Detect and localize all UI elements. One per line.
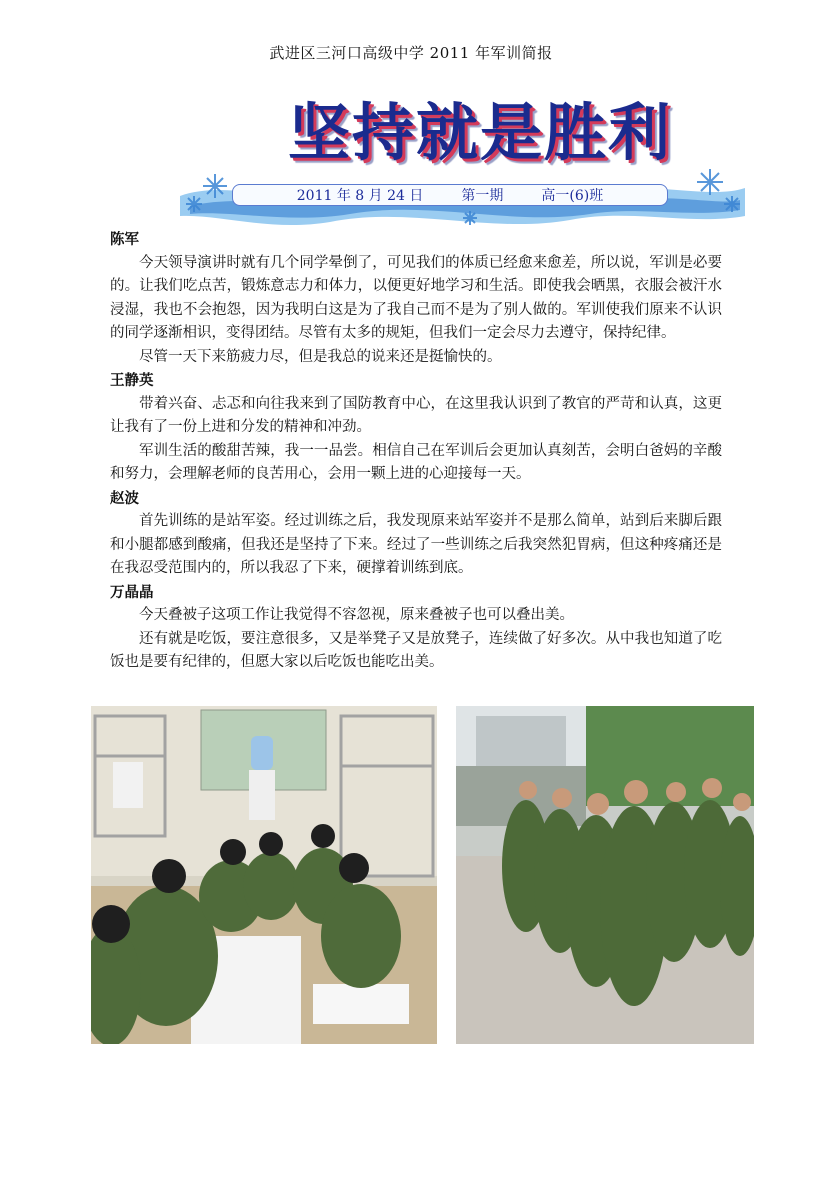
- article-body: [110, 228, 722, 675]
- title-banner: [170, 88, 750, 228]
- paragraph: 今天领导演讲时就有几个同学晕倒了，可见我们的体质已经愈来愈差，所以说，军训是必要的。让我们吃点苦，锻炼意志力和体力，以便更好地学习和生活。即使我会晒黑，衣服会被汗水浸湿，我也不会抱怨，因为我明白这是为了我自己而不是为了别人做的。军训使我们原来不认识的同学逐渐相识，变得团结。尽管有太多的规矩，但我们一定会尽力去遵守，保持纪律。: [110, 254, 722, 341]
- author-name: 陈军: [110, 231, 139, 248]
- paragraph: 尽管一天下来筋疲力尽，但是我总的说来还是挺愉快的。: [139, 348, 502, 365]
- newsletter-title: 坚持就是胜利: [287, 96, 672, 169]
- page-header: 武进区三河口高级中学 2011 年军训简报: [269, 44, 553, 62]
- dormitory-photo: [91, 706, 437, 1044]
- marching-photo: [456, 706, 754, 1044]
- author-name: 王静英: [110, 372, 154, 389]
- paragraph: 还有就是吃饭，要注意很多，又是举凳子又是放凳子，连续做了好多次。从中我也知道了吃饭也是要有纪律的，但愿大家以后吃饭也能吃出美。: [110, 630, 722, 670]
- paragraph: 军训生活的酸甜苦辣，我一一品尝。相信自己在军训后会更加认真刻苦，会明白爸妈的辛酸和努力，会理解老师的良苦用心，会用一颗上进的心迎接每一天。: [110, 442, 722, 482]
- issue-date: 2011 年 8 月 24 日: [296, 188, 424, 204]
- paragraph: 带着兴奋、忐忑和向往我来到了国防教育中心，在这里我认识到了教官的严苛和认真，这更让我有了一份上进和分发的精神和冲劲。: [110, 395, 722, 435]
- class-name: 高一(6)班: [541, 188, 604, 204]
- paragraph: 今天叠被子这项工作让我觉得不容忽视，原来叠被子也可以叠出美。: [139, 607, 574, 623]
- author-name: 赵波: [110, 489, 139, 507]
- author-name: 万晶晶: [110, 583, 154, 601]
- paragraph: 首先训练的是站军姿。经过训练之后，我发现原来站军姿并不是那么简单，站到后来脚后跟和小腿都感到酸痛，但我还是坚持了下来。经过了一些训练之后我突然犯胃病，但这种疼痛还是在我忍受范围内的，所以我忍了下来，硬撑着训练到底。: [110, 513, 722, 576]
- issue-number: 第一期: [461, 188, 504, 204]
- issue-info-bar: [232, 184, 668, 206]
